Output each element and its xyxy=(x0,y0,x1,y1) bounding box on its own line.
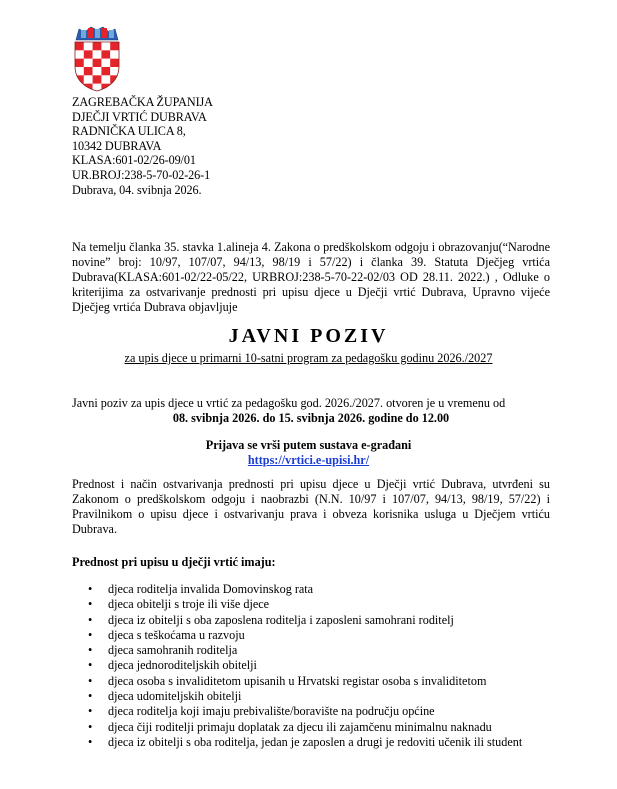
header-line: Dubrava, 04. svibnja 2026. xyxy=(72,182,202,197)
period-text: Javni poziv za upis djece u vrtić za pedagošku god. 2026./2027. otvoren je u vremenu od xyxy=(72,396,506,410)
checker-square xyxy=(75,84,84,92)
checker-square xyxy=(84,50,93,58)
intro-paragraph: Na temelju članka 35. stavka 1.alineja 4. Zakona o predškolskom odgoju i obrazovanju(“Narodne novine” broj: 10/97, 107/07, 94/13, 98/19 i 57/22) i članka 39. Statuta Dječjeg vrtića Dubrava(KLASA:601-02/22-05/22, URBROJ:238-5-70-22-02/03 OD 28.11. 2022.) , Odluke o kriterijima za ostvarivanje prednosti pri upisu djece u Dječji vrtić Dubrava, Upravno vijeće Dječjeg vrtića Dubrava objavljuje xyxy=(72,240,550,314)
list-item: • djeca samohranih roditelja xyxy=(72,643,542,658)
checker-square xyxy=(101,75,110,83)
checker-square xyxy=(110,84,119,92)
list-item: • djeca roditelja invalida Domovinskog rata xyxy=(72,582,542,597)
list-item: • djeca udomiteljskih obitelji xyxy=(72,689,542,704)
header-line: KLASA:601-02/26-09/01 xyxy=(72,153,196,168)
document-subtitle: za upis djece u primarni 10-satni program za pedagošku godinu 2026./2027 xyxy=(124,351,493,365)
checker-square xyxy=(110,59,119,67)
checker-square xyxy=(75,50,84,58)
checkerboard-shield xyxy=(75,42,119,92)
crown xyxy=(76,27,118,40)
checker-square xyxy=(93,50,102,58)
priority-list xyxy=(72,582,542,750)
checker-square xyxy=(110,50,119,58)
list-item: • djeca s teškoćama u razvoju xyxy=(72,628,542,643)
priority-heading: Prednost pri upisu u dječji vrtić imaju: xyxy=(72,555,276,569)
checker-square xyxy=(93,42,102,50)
checker-square xyxy=(101,59,110,67)
document-title: JAVNI POZIV xyxy=(228,325,389,347)
period-dates: 08. svibnja 2026. do 15. svibnja 2026. godine do 12.00 xyxy=(172,411,450,425)
checker-square xyxy=(101,50,110,58)
checker-square xyxy=(93,75,102,83)
enrollment-period xyxy=(72,396,550,426)
header-line: DJEČJI VRTIĆ DUBRAVA xyxy=(72,109,207,124)
list-item: • djeca čiji roditelji primaju doplatak za djecu ili zajamčenu minimalnu naknadu xyxy=(72,720,542,735)
legal-basis-paragraph: Prednost i način ostvarivanja prednosti pri upisu djece u Dječji vrtić Dubrava, utvrđeni su Zakonom o predškolskom odgoju i naobrazbi (N.N. 10/97 i 107/07, 94/13, 98/19, 57/22) i Pravilnikom o upisu djece i ostvarivanju prava i obveza korisnika usluga u Dječjem vrtiću Dubrava. xyxy=(72,477,550,536)
checker-square xyxy=(110,42,119,50)
checker-square xyxy=(101,67,110,75)
header-line: ZAGREBAČKA ŽUPANIJA xyxy=(72,95,213,109)
list-item: • djeca iz obitelji s oba zaposlena roditelja i zaposleni samohrani roditelj xyxy=(72,613,542,628)
list-item: • djeca osoba s invaliditetom upisanih u Hrvatski registar osoba s invaliditetom xyxy=(72,674,542,689)
checker-square xyxy=(84,42,93,50)
checker-square xyxy=(84,59,93,67)
application-link[interactable]: https://vrtici.e-upisi.hr/ xyxy=(247,453,370,467)
checker-square xyxy=(84,75,93,83)
croatian-coat-of-arms-icon xyxy=(72,26,122,92)
header-line: 10342 DUBRAVA xyxy=(72,138,162,153)
checker-square xyxy=(93,67,102,75)
list-item: • djeca jednoroditeljskih obitelji xyxy=(72,658,542,673)
checker-square xyxy=(93,59,102,67)
checker-square xyxy=(101,42,110,50)
checker-square xyxy=(75,59,84,67)
list-item: • djeca roditelja koji imaju prebivalište/boravište na području općine xyxy=(72,704,542,719)
application-info xyxy=(0,438,617,468)
institution-header xyxy=(72,95,213,197)
header-line: RADNIČKA ULICA 8, xyxy=(72,124,186,139)
list-item: • djeca obitelji s troje ili više djece xyxy=(72,597,542,612)
checker-square xyxy=(84,67,93,75)
list-item: • djeca iz obitelji s oba roditelja, jedan je zaposlen a drugi je redoviti učenik ili student xyxy=(72,735,542,750)
header-line: UR.BROJ:238-5-70-02-26-1 xyxy=(72,167,211,182)
application-text: Prijava se vrši putem sustava e-građani xyxy=(205,438,412,452)
checker-square xyxy=(75,42,84,50)
